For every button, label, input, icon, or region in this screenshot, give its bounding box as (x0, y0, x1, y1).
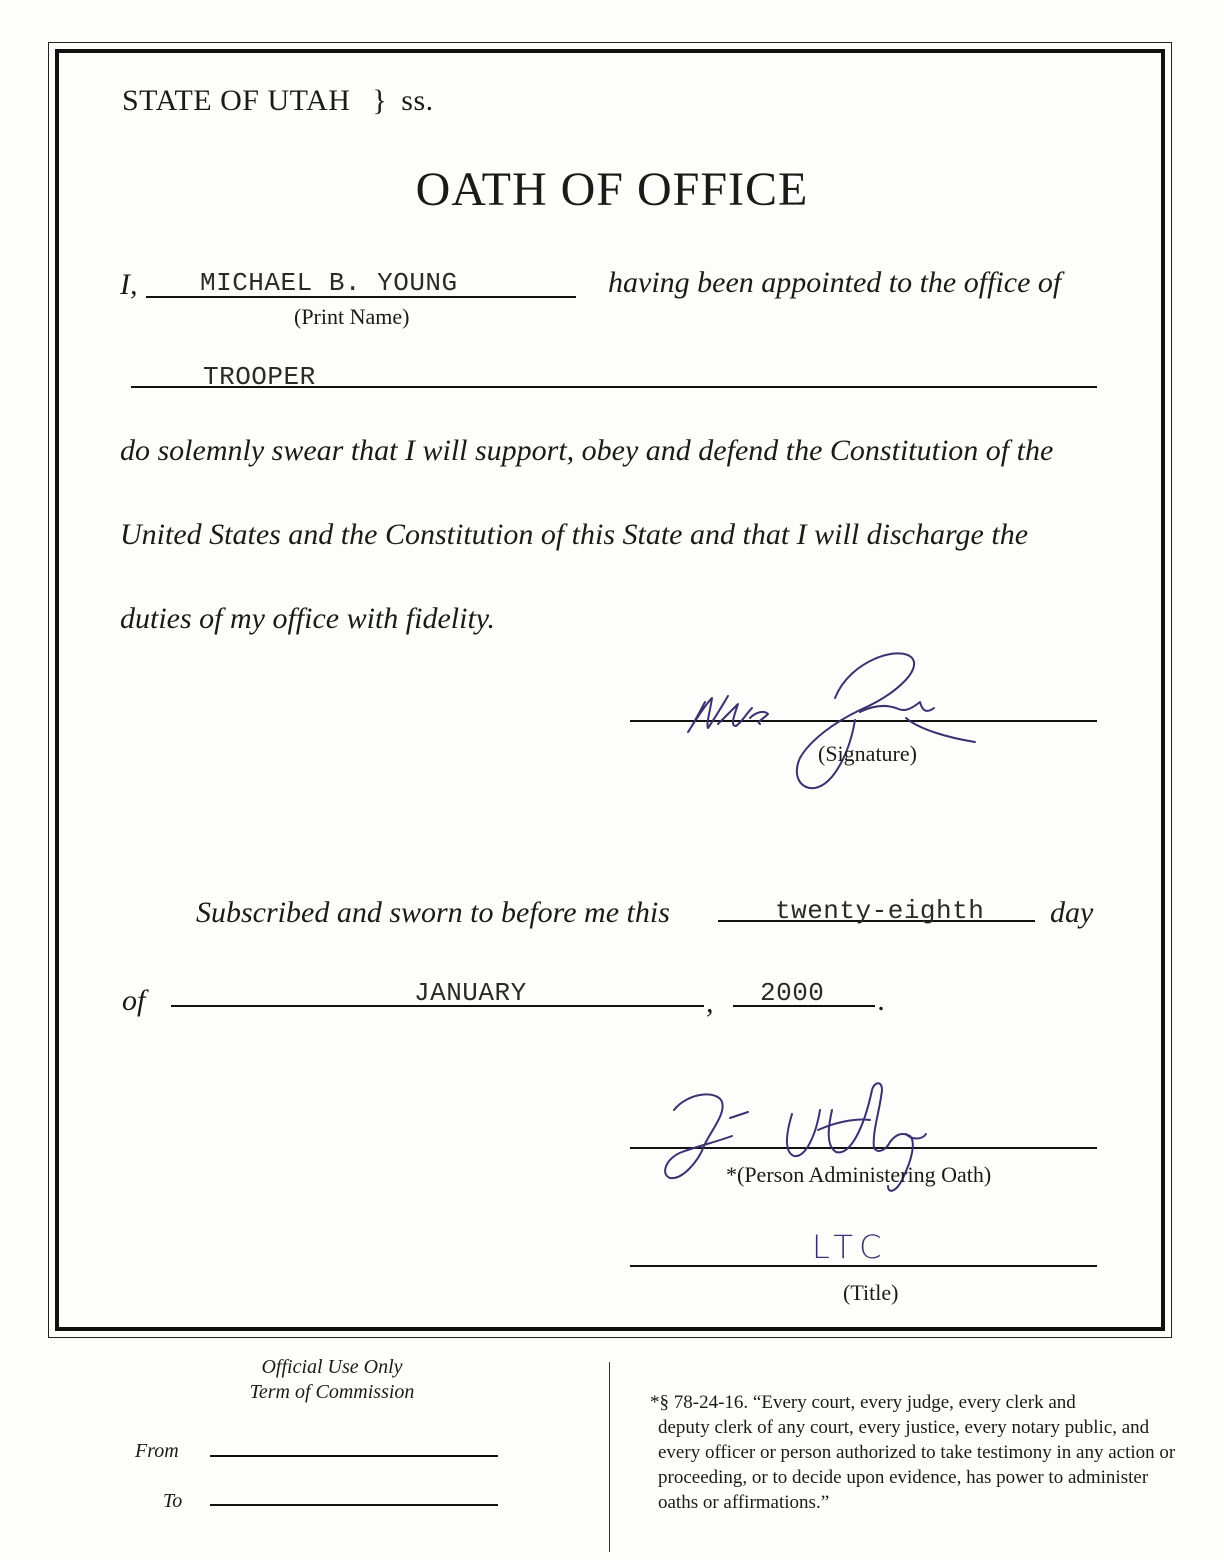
state-label: STATE OF UTAH (122, 84, 351, 117)
oath-body-line-3: duties of my office with fidelity. (120, 602, 495, 635)
print-name-caption: (Print Name) (294, 304, 410, 329)
day-label: day (1050, 896, 1094, 929)
statute-note (650, 1390, 1190, 1515)
month-value: JANUARY (414, 978, 527, 1008)
footer-divider (609, 1362, 610, 1552)
term-of-commission-heading: Term of Commission (249, 1381, 415, 1403)
period: . (878, 984, 886, 1017)
administrator-caption: *(Person Administering Oath) (726, 1162, 992, 1187)
oath-body-line-1: do solemnly swear that I will support, obey and defend the Constitution of the (120, 434, 1054, 467)
ss-label: ss. (401, 84, 434, 117)
signature-caption: (Signature) (818, 741, 917, 766)
document-title: OATH OF OFFICE (415, 163, 809, 216)
office-value: TROOPER (203, 362, 316, 392)
from-label: From (135, 1440, 179, 1462)
title-value: LTC (812, 1228, 890, 1266)
year-value: 2000 (760, 978, 825, 1008)
venue-header (122, 84, 434, 118)
document-inner-border (55, 49, 1165, 1331)
title-caption: (Title) (843, 1280, 899, 1305)
print-name-value: MICHAEL B. YOUNG (200, 268, 458, 298)
brace-symbol: } (372, 84, 388, 117)
of-label: of (122, 984, 146, 1017)
statute-line-1: *§ 78-24-16. “Every court, every judge, every clerk and (650, 1392, 1076, 1413)
day-value: twenty-eighth (775, 896, 985, 926)
i-label: I, (120, 268, 138, 301)
appointed-text: having been appointed to the office of (608, 266, 1062, 299)
oath-body-line-2: United States and the Constitution of this State and that I will discharge the (120, 518, 1029, 551)
to-line (210, 1504, 498, 1506)
to-label: To (163, 1490, 183, 1512)
comma: , (706, 986, 714, 1019)
appointee-signature (660, 640, 990, 800)
from-line (210, 1455, 498, 1457)
sworn-lead-text: Subscribed and sworn to before me this (196, 896, 670, 929)
official-use-heading: Official Use Only (261, 1356, 403, 1378)
statute-body: deputy clerk of any court, every justice, every notary public, and every officer or person authorized to take testimony in any action or proceeding, or to decide upon evidence, has power to administer oaths or affirmations.” (658, 1417, 1176, 1513)
